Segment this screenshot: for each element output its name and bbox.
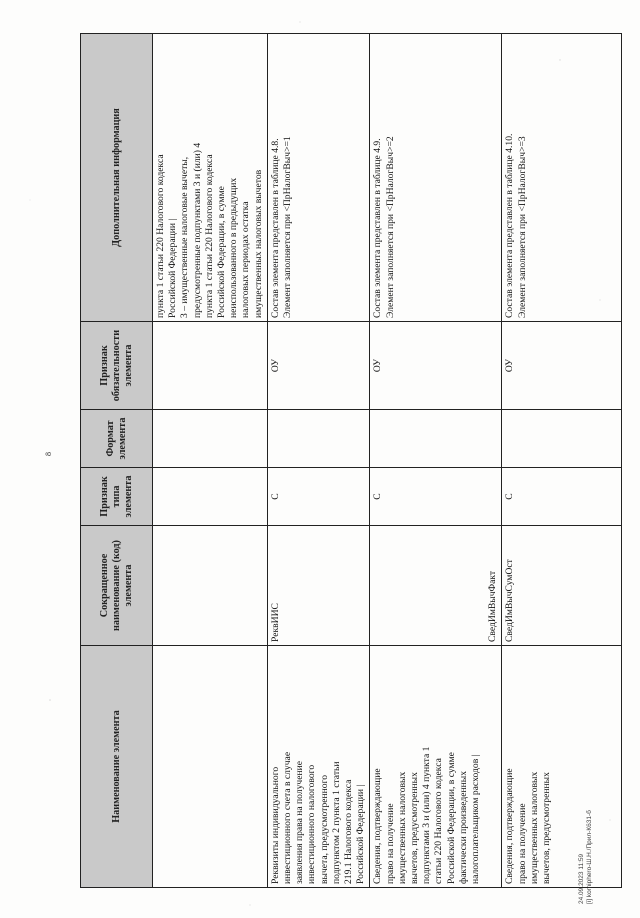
cell-format <box>502 410 622 468</box>
cell-name <box>370 646 502 888</box>
info-line: Элемент заполняется при <ПрНалогВыч>=2 <box>384 136 396 318</box>
info-line: предусмотренные подпунктами 3 и (или) 4 <box>191 142 203 318</box>
header-name: Наименование элемента <box>81 646 153 888</box>
table-row <box>267 34 370 888</box>
cell-name <box>267 646 370 888</box>
info-line: Элемент заполняется при <ПрНалогВыч>=1 <box>282 136 294 318</box>
name-line: фактически произведенных <box>457 770 469 884</box>
cell-format <box>267 410 370 468</box>
info-line: неиспользованного в предыдущих <box>228 177 240 318</box>
name-line: вычетов, предусмотренных <box>409 772 421 884</box>
cell-required: ОУ <box>502 322 622 410</box>
elements-table <box>80 33 622 888</box>
info-line: имущественных налоговых вычетов <box>252 169 264 318</box>
cell-required <box>153 322 268 410</box>
name-line: статьи 220 Налогового кодекса <box>433 758 445 884</box>
info-line: Состав элемента представлен в таблице 4.10. <box>504 133 516 318</box>
table-row-continuation <box>153 34 268 888</box>
name-line: инвестиционного счета в случае <box>282 751 294 884</box>
cell-format <box>153 410 268 468</box>
cell-type: С <box>370 468 502 526</box>
info-line: Российской Федерации, в сумме <box>216 186 228 318</box>
cell-required: ОУ <box>267 322 370 410</box>
name-line: имущественных налоговых <box>396 771 408 884</box>
info-line: 3 – имущественные налоговые вычеты, <box>179 156 191 318</box>
footer-line-2: [i] komiphero-Ш.Н./Прил-К631-б <box>586 810 593 904</box>
name-line: право на получение <box>384 803 396 884</box>
cell-code: СведИмВычСумОст <box>502 526 622 646</box>
name-line: налогоплательщиком расходов | <box>470 754 482 884</box>
name-line: вычетов, предусмотренных <box>541 772 553 884</box>
info-line: Российской Федерации | <box>167 218 179 318</box>
info-line: Элемент заполняется при <ПрНалогВыч>=3 <box>516 136 528 318</box>
name-line: Российской Федерации, в сумме <box>445 752 457 884</box>
name-line: подпунктом 2 пункта 1 статьи <box>330 761 342 884</box>
name-line: инвестиционного налогового <box>306 764 318 884</box>
rotated-table-wrapper <box>80 34 553 888</box>
name-line: Реквизиты индивидуального <box>269 766 281 884</box>
cell-type <box>153 468 268 526</box>
cell-type: С <box>502 468 622 526</box>
cell-code: РеквИИС <box>267 526 370 646</box>
info-line: Состав элемента представлен в таблице 4.8. <box>269 138 281 318</box>
table-row <box>502 34 622 888</box>
name-line: Российской Федерации | <box>355 784 367 884</box>
cell-info <box>267 34 370 322</box>
header-format: Формат элемента <box>81 410 153 468</box>
info-line: пункта 1 статьи 220 Налогового кодекса <box>155 154 166 318</box>
name-line: заявления права на получение <box>294 760 306 884</box>
header-info: Дополнительная информация <box>81 34 153 322</box>
info-line: пункта 1 статьи 220 Налогового кодекса <box>203 154 215 318</box>
cell-name <box>502 646 622 888</box>
cell-name <box>153 646 268 888</box>
name-line: вычета, предусмотренного <box>318 774 330 884</box>
cell-info <box>502 34 622 322</box>
table-header-row <box>81 34 153 888</box>
info-line: налоговых периодах остатка <box>240 201 252 318</box>
page-number: 8 <box>44 452 53 456</box>
cell-code: СведИмВычФакт <box>370 526 502 646</box>
cell-info <box>370 34 502 322</box>
cell-format <box>370 410 502 468</box>
name-line: 219.1 Налогового кодекса <box>343 779 355 884</box>
info-line: Состав элемента представлен в таблице 4.9. <box>372 138 384 318</box>
name-line: Сведения, подтверждающие <box>372 768 384 884</box>
name-line: имущественных налоговых <box>528 771 540 884</box>
name-line: право на получение <box>516 803 528 884</box>
cell-code <box>153 526 268 646</box>
table-row <box>370 34 502 888</box>
cell-required: ОУ <box>370 322 502 410</box>
header-required: Признак обязательности элемента <box>81 322 153 410</box>
footer-line-1: 24.09.2023 11:59 <box>578 853 585 904</box>
name-line: Сведения, подтверждающие <box>504 768 516 884</box>
header-type: Признак типа элемента <box>81 468 153 526</box>
cell-type: С <box>267 468 370 526</box>
header-code: Сокращенное наименование (код) элемента <box>81 526 153 646</box>
name-line: подпунктами 3 и (или) 4 пункта 1 <box>421 746 433 884</box>
cell-info <box>153 34 268 322</box>
